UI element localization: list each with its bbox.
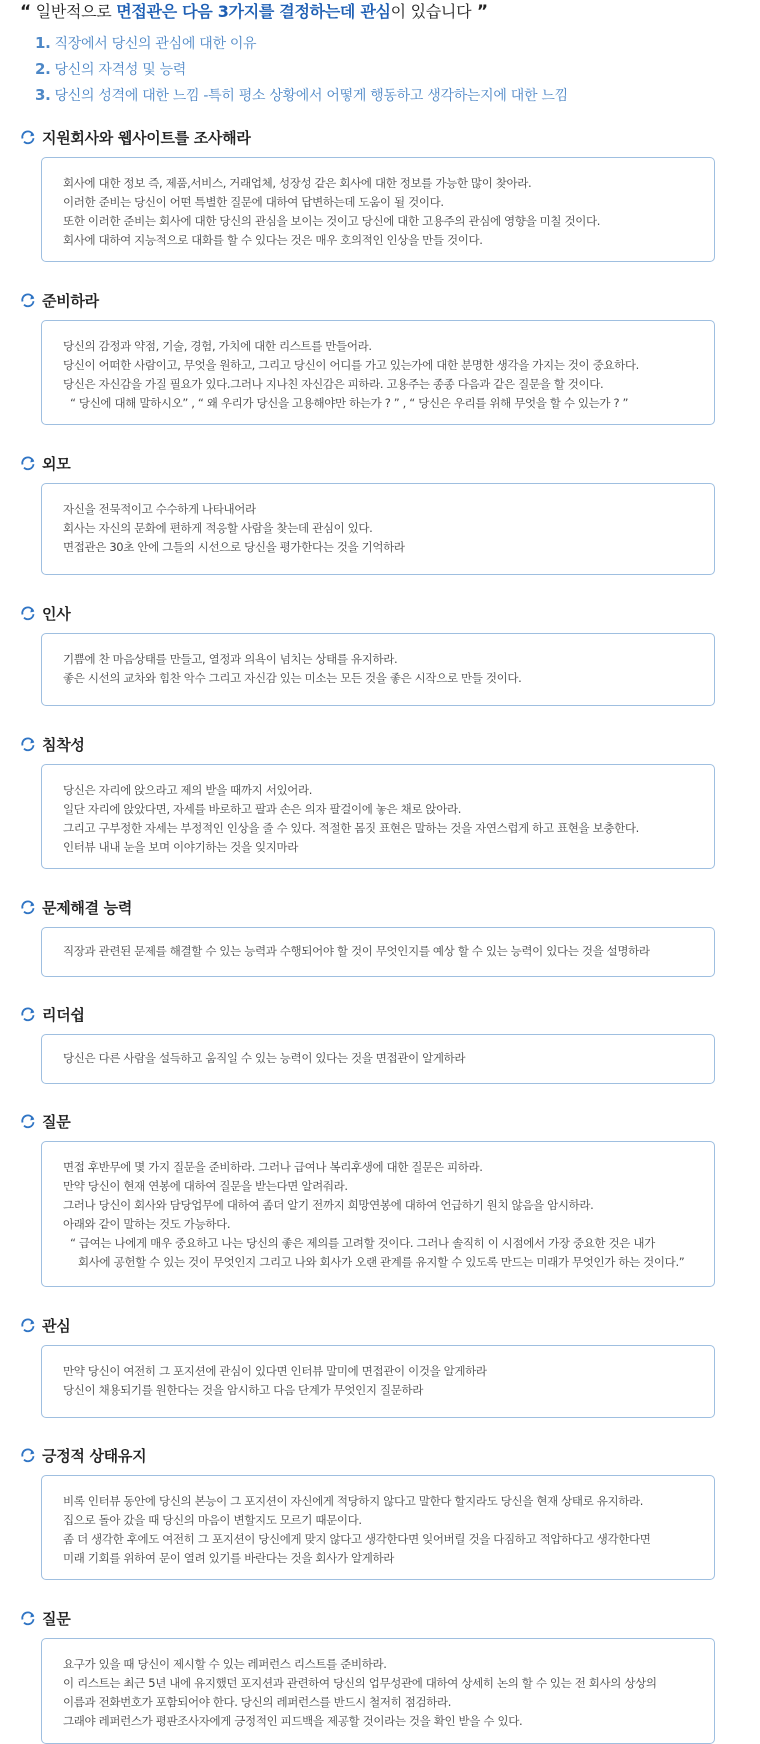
section-title: 질문 <box>42 1609 71 1628</box>
section-header <box>20 1314 70 1336</box>
refresh-arrow-icon <box>20 1006 36 1022</box>
content-line: 당신의 감정과 약점, 기술, 경험, 가치에 대한 리스트를 만들어라. <box>63 339 372 353</box>
content-line: 미래 기회를 위하여 문이 열려 있기를 바란다는 것을 회사가 알게하라 <box>63 1551 394 1565</box>
content-line: 일단 자리에 앉았다면, 자세를 바로하고 팔과 손은 의자 팔걸이에 놓은 채로 앉아라. <box>63 802 462 816</box>
content-line: 이 리스트는 최근 5년 내에 유지했던 포지션과 관련하여 당신의 업무성관에 대하여 상세히 논의 할 수 있는 전 회사의 상상의 <box>63 1676 657 1690</box>
section-title: 외모 <box>42 454 71 473</box>
section-header <box>20 1607 70 1629</box>
intro-item-text: 직장에서 당신의 관심에 대한 이유 <box>54 36 257 52</box>
content-line: 당신이 어떠한 사람이고, 무엇을 원하고, 그리고 당신이 어디를 가고 있는가에 대한 분명한 생각을 가지는 것이 중요하다. <box>63 358 639 372</box>
intro-item-number: 2. <box>35 60 51 78</box>
open-quote: “ <box>20 2 31 22</box>
headline-tail: 이 있습니다 <box>390 2 472 21</box>
content-line: 당신은 자리에 앉으라고 제의 받을 때까지 서있어라. <box>63 783 313 797</box>
section-header <box>20 1003 85 1025</box>
section-header <box>20 1110 70 1132</box>
section-header <box>20 602 70 624</box>
content-line: 그러나 당신이 회사와 담당업무에 대하여 좀더 알기 전까지 희망연봉에 대하여 언급하기 원치 않음을 암시하라. <box>63 1198 594 1212</box>
content-line: 회사에 대한 정보 즉, 제품,서비스, 거래업체, 성장성 같은 회사에 대한 정보를 가능한 많이 찾아라. <box>63 176 532 190</box>
intro-list <box>35 30 568 108</box>
section-header <box>20 289 99 311</box>
content-line: 회사에 공헌할 수 있는 것이 무엇인지 그리고 나와 회사가 오랜 관계를 유지할 수 있도록 만드는 미래가 무엇인가 하는 것이다.” <box>78 1255 685 1269</box>
content-line: 인터뷰 내내 눈을 보며 이야기하는 것을 잊지마라 <box>63 840 299 854</box>
section-title: 인사 <box>42 604 71 623</box>
section-header <box>20 1444 146 1466</box>
content-line: 비록 인터뷰 동안에 당신의 본능이 그 포지션이 자신에게 적당하지 않다고 말한다 할지라도 당신을 현재 상태로 유지하라. <box>63 1494 644 1508</box>
intro-item-text: 당신의 성격에 대한 느낌 -특히 평소 상황에서 어떻게 행동하고 생각하는지에 대한 느낌 <box>54 88 568 104</box>
content-line: 회사는 자신의 문화에 편하게 적응할 사람을 찾는데 관심이 있다. <box>63 521 373 535</box>
refresh-arrow-icon <box>20 1317 36 1333</box>
content-line: 만약 당신이 현재 연봉에 대하여 질문을 받는다면 알려줘라. <box>63 1179 348 1193</box>
content-line: 좋은 시선의 교차와 힘찬 악수 그리고 자신감 있는 미소는 모든 것을 좋은 시작으로 만들 것이다. <box>63 671 522 685</box>
section-content-box <box>41 483 715 575</box>
refresh-arrow-icon <box>20 129 36 145</box>
refresh-arrow-icon <box>20 455 36 471</box>
content-line: 그리고 구부정한 자세는 부정적인 인상을 줄 수 있다. 적절한 몸짓 표현은 말하는 것을 자연스럽게 하고 표현을 보충한다. <box>63 821 639 835</box>
content-line: 당신은 자신감을 가질 필요가 있다.그러나 지나친 자신감은 피하라. 고용주는 종종 다음과 같은 질문을 할 것이다. <box>63 377 604 391</box>
content-line: 집으로 돌아 갔을 때 당신의 마음이 변할지도 모르기 때문이다. <box>63 1513 362 1527</box>
content-line: 그래야 레퍼런스가 평판조사자에게 긍정적인 피드백을 제공할 것이라는 것을 확인 받을 수 있다. <box>63 1714 523 1728</box>
section-content-box <box>41 927 715 977</box>
content-line: 좀 더 생각한 후에도 여전히 그 포지션이 당신에게 맞지 않다고 생각한다면 잊어버릴 것을 다짐하고 적압하다고 생각한다면 <box>63 1532 651 1546</box>
section-header <box>20 126 251 148</box>
section-content-box <box>41 157 715 262</box>
section-content-box <box>41 320 715 425</box>
section-header <box>20 733 85 755</box>
content-line: 직장과 관련된 문제를 해결할 수 있는 능력과 수행되어야 할 것이 무엇인지를 예상 할 수 있는 능력이 있다는 것을 설명하라 <box>63 944 650 958</box>
content-line: 또한 이러한 준비는 회사에 대한 당신의 관심을 보이는 것이고 당신에 대한 고용주의 관심에 영향을 미칠 것이다. <box>63 214 601 228</box>
close-quote: ” <box>471 2 488 22</box>
refresh-arrow-icon <box>20 605 36 621</box>
section-title: 리더쉽 <box>42 1005 85 1024</box>
headline-lead: 일반적으로 <box>30 2 117 21</box>
content-line: 아래와 같이 말하는 것도 가능하다. <box>63 1217 231 1231</box>
section-title: 긍정적 상태유지 <box>42 1446 147 1465</box>
content-line: 면접 후반무에 몇 가지 질문을 준비하라. 그러나 급여나 복리후생에 대한 질문은 피하라. <box>63 1160 483 1174</box>
refresh-arrow-icon <box>20 899 36 915</box>
section-content-box <box>41 633 715 706</box>
section-title: 지원회사와 웹사이트를 조사해라 <box>42 128 251 147</box>
content-line: 당신은 다른 사람을 설득하고 움직일 수 있는 능력이 있다는 것을 면접관이 알게하라 <box>63 1051 466 1065</box>
intro-item <box>35 30 568 56</box>
intro-headline <box>20 0 488 24</box>
refresh-arrow-icon <box>20 1610 36 1626</box>
content-line: “ 급여는 나에게 매우 중요하고 나는 당신의 좋은 제의를 고려할 것이다. 그러나 솔직히 이 시점에서 가장 중요한 것은 내가 <box>70 1236 655 1250</box>
section-header <box>20 896 132 918</box>
content-line: 면접관은 30초 안에 그들의 시선으로 당신을 평가한다는 것을 기억하라 <box>63 540 405 554</box>
section-content-box <box>41 1141 715 1287</box>
section-content-box <box>41 1475 715 1580</box>
section-content-box <box>41 1034 715 1084</box>
content-line: 만약 당신이 여전히 그 포지션에 관심이 있다면 인터뷰 말미에 면접관이 이것을 알게하라 <box>63 1364 487 1378</box>
section-title: 침착성 <box>42 735 85 754</box>
section-title: 문제해결 능력 <box>42 898 133 917</box>
section-content-box <box>41 1345 715 1418</box>
refresh-arrow-icon <box>20 1113 36 1129</box>
content-line: “ 당신에 대해 말하시오” , “ 왜 우리가 당신을 고용해야만 하는가 ? ” , “ 당신은 우리를 위해 무엇을 할 수 있는가 ? ” <box>70 396 629 410</box>
refresh-arrow-icon <box>20 292 36 308</box>
intro-item <box>35 82 568 108</box>
section-content-box <box>41 764 715 869</box>
refresh-arrow-icon <box>20 736 36 752</box>
intro-item-number: 1. <box>35 34 51 52</box>
content-line: 기쁨에 찬 마음상태를 만들고, 열정과 의욕이 넘치는 상태를 유지하라. <box>63 652 398 666</box>
section-title: 준비하라 <box>42 291 99 310</box>
headline-highlight: 면접관은 다음 3가지를 결정하는데 관심 <box>116 2 391 21</box>
intro-item-number: 3. <box>35 86 51 104</box>
section-header <box>20 452 70 474</box>
content-line: 이름과 전화번호가 포함되어야 한다. 당신의 레퍼런스를 반드시 철저히 점검하라. <box>63 1695 452 1709</box>
content-line: 당신이 채용되기를 원한다는 것을 암시하고 다음 단계가 무엇인지 질문하라 <box>63 1383 423 1397</box>
intro-item-text: 당신의 자격성 및 능력 <box>54 62 187 78</box>
section-title: 질문 <box>42 1112 71 1131</box>
section-content-box <box>41 1638 715 1744</box>
content-line: 요구가 있을 때 당신이 제시할 수 있는 레퍼런스 리스트를 준비하라. <box>63 1657 387 1671</box>
content-line: 회사에 대하여 지능적으로 대화를 할 수 있다는 것은 매우 호의적인 인상을 만들 것이다. <box>63 233 483 247</box>
intro-item <box>35 56 568 82</box>
refresh-arrow-icon <box>20 1447 36 1463</box>
content-line: 자신을 전묵적이고 수수하게 나타내어라 <box>63 502 256 516</box>
section-title: 관심 <box>42 1316 71 1335</box>
content-line: 이러한 준비는 당신이 어떤 특별한 질문에 대하여 답변하는데 도움이 될 것이다. <box>63 195 444 209</box>
